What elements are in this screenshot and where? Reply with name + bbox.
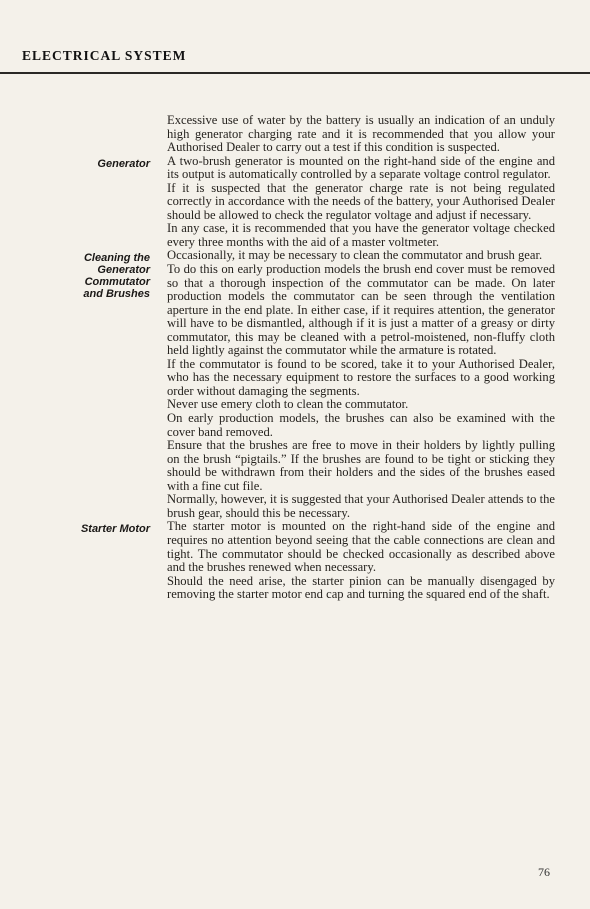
- paragraph: The starter motor is mounted on the right-hand side of the engine and requires no attention beyond seeing that the cable connections are clean and tight. The commutator should be checked occasionally as described above and the brushes renewed when necessary.: [167, 519, 555, 575]
- paragraph: Occasionally, it may be necessary to clean the commutator and brush gear.: [167, 248, 543, 263]
- page-number: 76: [538, 865, 550, 879]
- header-rule: [0, 72, 590, 74]
- page-body: [0, 114, 590, 602]
- sidehead-line: and Brushes: [83, 288, 150, 301]
- section-intro: [0, 114, 590, 155]
- sidehead-line: Starter Motor: [80, 523, 150, 536]
- sidehead-line: Commutator: [84, 276, 150, 289]
- paragraph: If the commutator is found to be scored, take it to your Authorised Dealer, who has the necessary equipment to restore the surfaces to a good working order without damaging the segments.: [167, 356, 555, 398]
- section-text: [167, 155, 555, 250]
- sidehead-cleaning: [0, 249, 150, 300]
- sidehead-starter-motor: [0, 520, 150, 535]
- section-cleaning: [0, 249, 590, 520]
- section-text: [167, 114, 555, 155]
- paragraph: Ensure that the brushes are free to move in their holders by lightly pulling on the brush “pigtails.” If the brushes are found to be tight or sticking they should be withdrawn from their holders and the sides of the brushes eased with a fine cut file.: [167, 438, 555, 493]
- paragraph: A two-brush generator is mounted on the right-hand side of the engine and its output is automatically controlled by a separate voltage control regulator.: [167, 153, 555, 182]
- paragraph: In any case, it is recommended that you have the generator voltage checked every three months with the aid of a master voltmeter.: [167, 221, 555, 249]
- paragraph: On early production models, the brushes can also be examined with the cover band removed.: [167, 411, 555, 439]
- section-starter-motor: [0, 520, 590, 601]
- section-text: [167, 520, 555, 601]
- paragraph: Excessive use of water by the battery is usually an indication of an unduly high generator charging rate and it is recommended that you allow your Authorised Dealer to carry out a test if this condition is suspected.: [167, 113, 555, 155]
- paragraph: Should the need arise, the starter pinion can be manually disengaged by removing the starter motor end cap and turning the squared end of the shaft.: [167, 573, 555, 602]
- section-text: [167, 249, 555, 520]
- sidehead-generator: [0, 155, 150, 170]
- paragraph: If it is suspected that the generator charge rate is not being regulated correctly in accordance with the needs of the battery, your Authorised Dealer should be allowed to check the regulator voltage and adjust if necessary.: [167, 180, 555, 222]
- section-header: ELECTRICAL SYSTEM: [22, 48, 187, 63]
- sidehead-empty: [0, 114, 150, 117]
- paragraph: To do this on early production models the brush end cover must be removed so that a thorough inspection of the commutator can be made. On later production models the commutator can be seen through the ventilation aperture in the end plate. In either case, if it requires attention, the generator will have to be dismantled, although if it is just a matter of a greasy or dirty commutator, this may be cleaned with a petrol-moistened, non-fluffy cloth held lightly against the commutator while the armature is rotated.: [167, 262, 555, 358]
- section-generator: [0, 155, 590, 250]
- sidehead-line: Generator: [97, 264, 150, 277]
- paragraph: Never use emery cloth to clean the commutator.: [167, 397, 409, 412]
- paragraph: Normally, however, it is suggested that your Authorised Dealer attends to the brush gear, should this be necessary.: [167, 492, 555, 520]
- sidehead-line: Cleaning the: [83, 252, 150, 265]
- sidehead-line: Generator: [97, 157, 150, 170]
